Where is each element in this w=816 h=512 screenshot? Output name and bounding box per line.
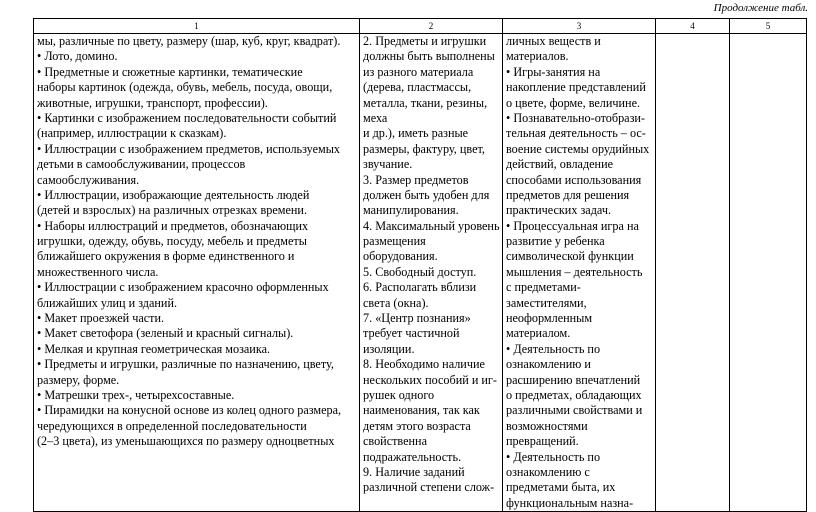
text-line: ознакомлению и xyxy=(506,357,591,372)
text-line: 5. Свободный доступ. xyxy=(363,264,477,279)
text-line: 9. Наличие заданий xyxy=(363,464,465,479)
text-line: меха xyxy=(363,110,388,125)
activities-text xyxy=(503,34,655,511)
text-line: способами использования xyxy=(506,172,642,187)
text-line: • Деятельность по xyxy=(506,449,601,464)
text-line: свойственна xyxy=(363,434,427,449)
text-line: неоформленным xyxy=(506,311,593,326)
text-line: мышления – деятельность xyxy=(506,264,643,279)
text-line: • Иллюстрации, изображающие деятельность людей xyxy=(37,187,310,202)
text-line: размещения xyxy=(363,234,426,249)
text-line: материалов. xyxy=(506,49,569,64)
text-line: личных веществ и xyxy=(506,34,601,48)
text-line: подражательность. xyxy=(363,449,462,464)
text-line: различными свойствами и xyxy=(506,403,643,418)
text-line: требует частичной xyxy=(363,326,460,341)
text-line: действий, овладение xyxy=(506,157,614,172)
text-line: ближайшего окружения в форме единственного и xyxy=(37,249,295,264)
cell-equipment xyxy=(34,34,360,512)
text-line: детьми в самообслуживании, процессов xyxy=(37,157,246,172)
text-line: • Иллюстрации с изображением предметов, используемых xyxy=(37,141,341,156)
text-line: превращений. xyxy=(506,434,579,449)
text-line: и др.), иметь разные xyxy=(363,126,469,141)
text-line: • Предметные и сюжетные картинки, тематические xyxy=(37,64,303,79)
text-line: о предметах, обладающих xyxy=(506,387,642,402)
text-line: (детей и взрослых) на различных отрезках времени. xyxy=(37,203,307,218)
text-line: мы, различные по цвету, размеру (шар, куб, круг, квадрат). xyxy=(37,34,341,48)
cell-col-5 xyxy=(730,34,807,512)
text-line: наборы картинок (одежда, обувь, мебель, посуда, овощи, xyxy=(37,80,333,95)
requirements-text xyxy=(360,34,502,496)
table-row xyxy=(34,34,807,512)
cell-col-4 xyxy=(656,34,730,512)
text-line: игрушки, одежду, обувь, посуду, мебель и предметы xyxy=(37,234,307,249)
text-line: изоляции. xyxy=(363,341,415,356)
table-continuation-caption: Продолжение табл. xyxy=(713,2,808,14)
header-col-1: 1 xyxy=(34,19,360,34)
text-line: развитие у ребенка xyxy=(506,234,605,249)
header-col-3: 3 xyxy=(503,19,656,34)
text-line: 3. Размер предметов xyxy=(363,172,469,187)
text-line: множественного числа. xyxy=(37,264,159,279)
text-line: • Процессуальная игра на xyxy=(506,218,639,233)
text-line: 8. Необходимо наличие xyxy=(363,357,485,372)
text-line: (дерева, пластмассы, xyxy=(363,80,472,95)
text-line: символической функции xyxy=(506,249,634,264)
equipment-text xyxy=(34,34,359,450)
text-line: (например, иллюстрации к сказкам). xyxy=(37,126,227,141)
text-line: (2–3 цвета), из уменьшающихся по размеру одноцветных xyxy=(37,434,335,449)
text-line: чередующихся в определенной последовательности xyxy=(37,418,307,433)
text-line: возможностями xyxy=(506,418,588,433)
text-line: наименования, так как xyxy=(363,403,480,418)
text-line: размеры, фактуру, цвет, xyxy=(363,141,485,156)
text-line: накопление представлений xyxy=(506,80,646,95)
text-line: из разного материала xyxy=(363,64,474,79)
table-header-row xyxy=(34,19,807,34)
text-line: самообслуживания. xyxy=(37,172,140,187)
text-line: • Макет светофора (зеленый и красный сигналы). xyxy=(37,326,294,341)
text-line: 7. «Центр познания» xyxy=(363,311,471,326)
text-line: предметами быта, их xyxy=(506,480,616,495)
header-col-5: 5 xyxy=(730,19,807,34)
text-line: ознакомлению с xyxy=(506,464,590,479)
text-line: • Игры-занятия на xyxy=(506,64,601,79)
header-col-4: 4 xyxy=(656,19,730,34)
text-line: животные, игрушки, транспорт, профессии). xyxy=(37,95,268,110)
text-line: • Деятельность по xyxy=(506,341,601,356)
text-line: заместителями, xyxy=(506,295,587,310)
text-line: • Матрешки трех-, четырехсоставные. xyxy=(37,387,235,402)
text-line: • Лото, домино. xyxy=(37,49,118,64)
text-line: с предметами- xyxy=(506,280,581,295)
text-line: • Пирамидки на конусной основе из колец одного размера, xyxy=(37,403,342,418)
text-line: звучание. xyxy=(363,157,413,172)
cell-activities xyxy=(503,34,656,512)
text-line: • Макет проезжей части. xyxy=(37,311,165,326)
text-line: размеру, форме. xyxy=(37,372,120,387)
text-line: о цвете, форме, величине. xyxy=(506,95,641,110)
text-line: тельная деятельность – ос- xyxy=(506,126,646,141)
text-line: • Наборы иллюстраций и предметов, обозначающих xyxy=(37,218,309,233)
text-line: практических задач. xyxy=(506,203,611,218)
text-line: манипулирования. xyxy=(363,203,459,218)
text-line: 4. Максимальный уровень xyxy=(363,218,500,233)
text-line: должен быть удобен для xyxy=(363,187,490,202)
text-line: света (окна). xyxy=(363,295,429,310)
content-table xyxy=(33,18,807,512)
text-line: 6. Располагать вблизи xyxy=(363,280,477,295)
text-line: материалом. xyxy=(506,326,571,341)
text-line: должны быть выполнены xyxy=(363,49,495,64)
header-col-2: 2 xyxy=(360,19,503,34)
text-line: расширению впечатлений xyxy=(506,372,641,387)
text-line: предметов для решения xyxy=(506,187,630,202)
text-line: • Мелкая и крупная геометрическая мозаика. xyxy=(37,341,271,356)
text-line: • Предметы и игрушки, различные по назначению, цвету, xyxy=(37,357,334,372)
text-line: ближайших улиц и зданий. xyxy=(37,295,178,310)
text-line: детям этого возраста xyxy=(363,418,471,433)
text-line: 2. Предметы и игрушки xyxy=(363,34,487,48)
text-line: функциональным назна- xyxy=(506,495,634,510)
text-line: металла, ткани, резины, xyxy=(363,95,488,110)
cell-requirements xyxy=(360,34,503,512)
text-line: • Познавательно-отобрази- xyxy=(506,110,645,125)
text-line: • Картинки с изображением последовательности событий xyxy=(37,110,337,125)
text-line: различной степени слож- xyxy=(363,480,495,495)
text-line: рушек одного xyxy=(363,387,435,402)
text-line: нескольких пособий и иг- xyxy=(363,372,497,387)
text-line: оборудования. xyxy=(363,249,438,264)
text-line: воение системы орудийных xyxy=(506,141,650,156)
text-line: • Иллюстрации с изображением красочно оформленных xyxy=(37,280,329,295)
